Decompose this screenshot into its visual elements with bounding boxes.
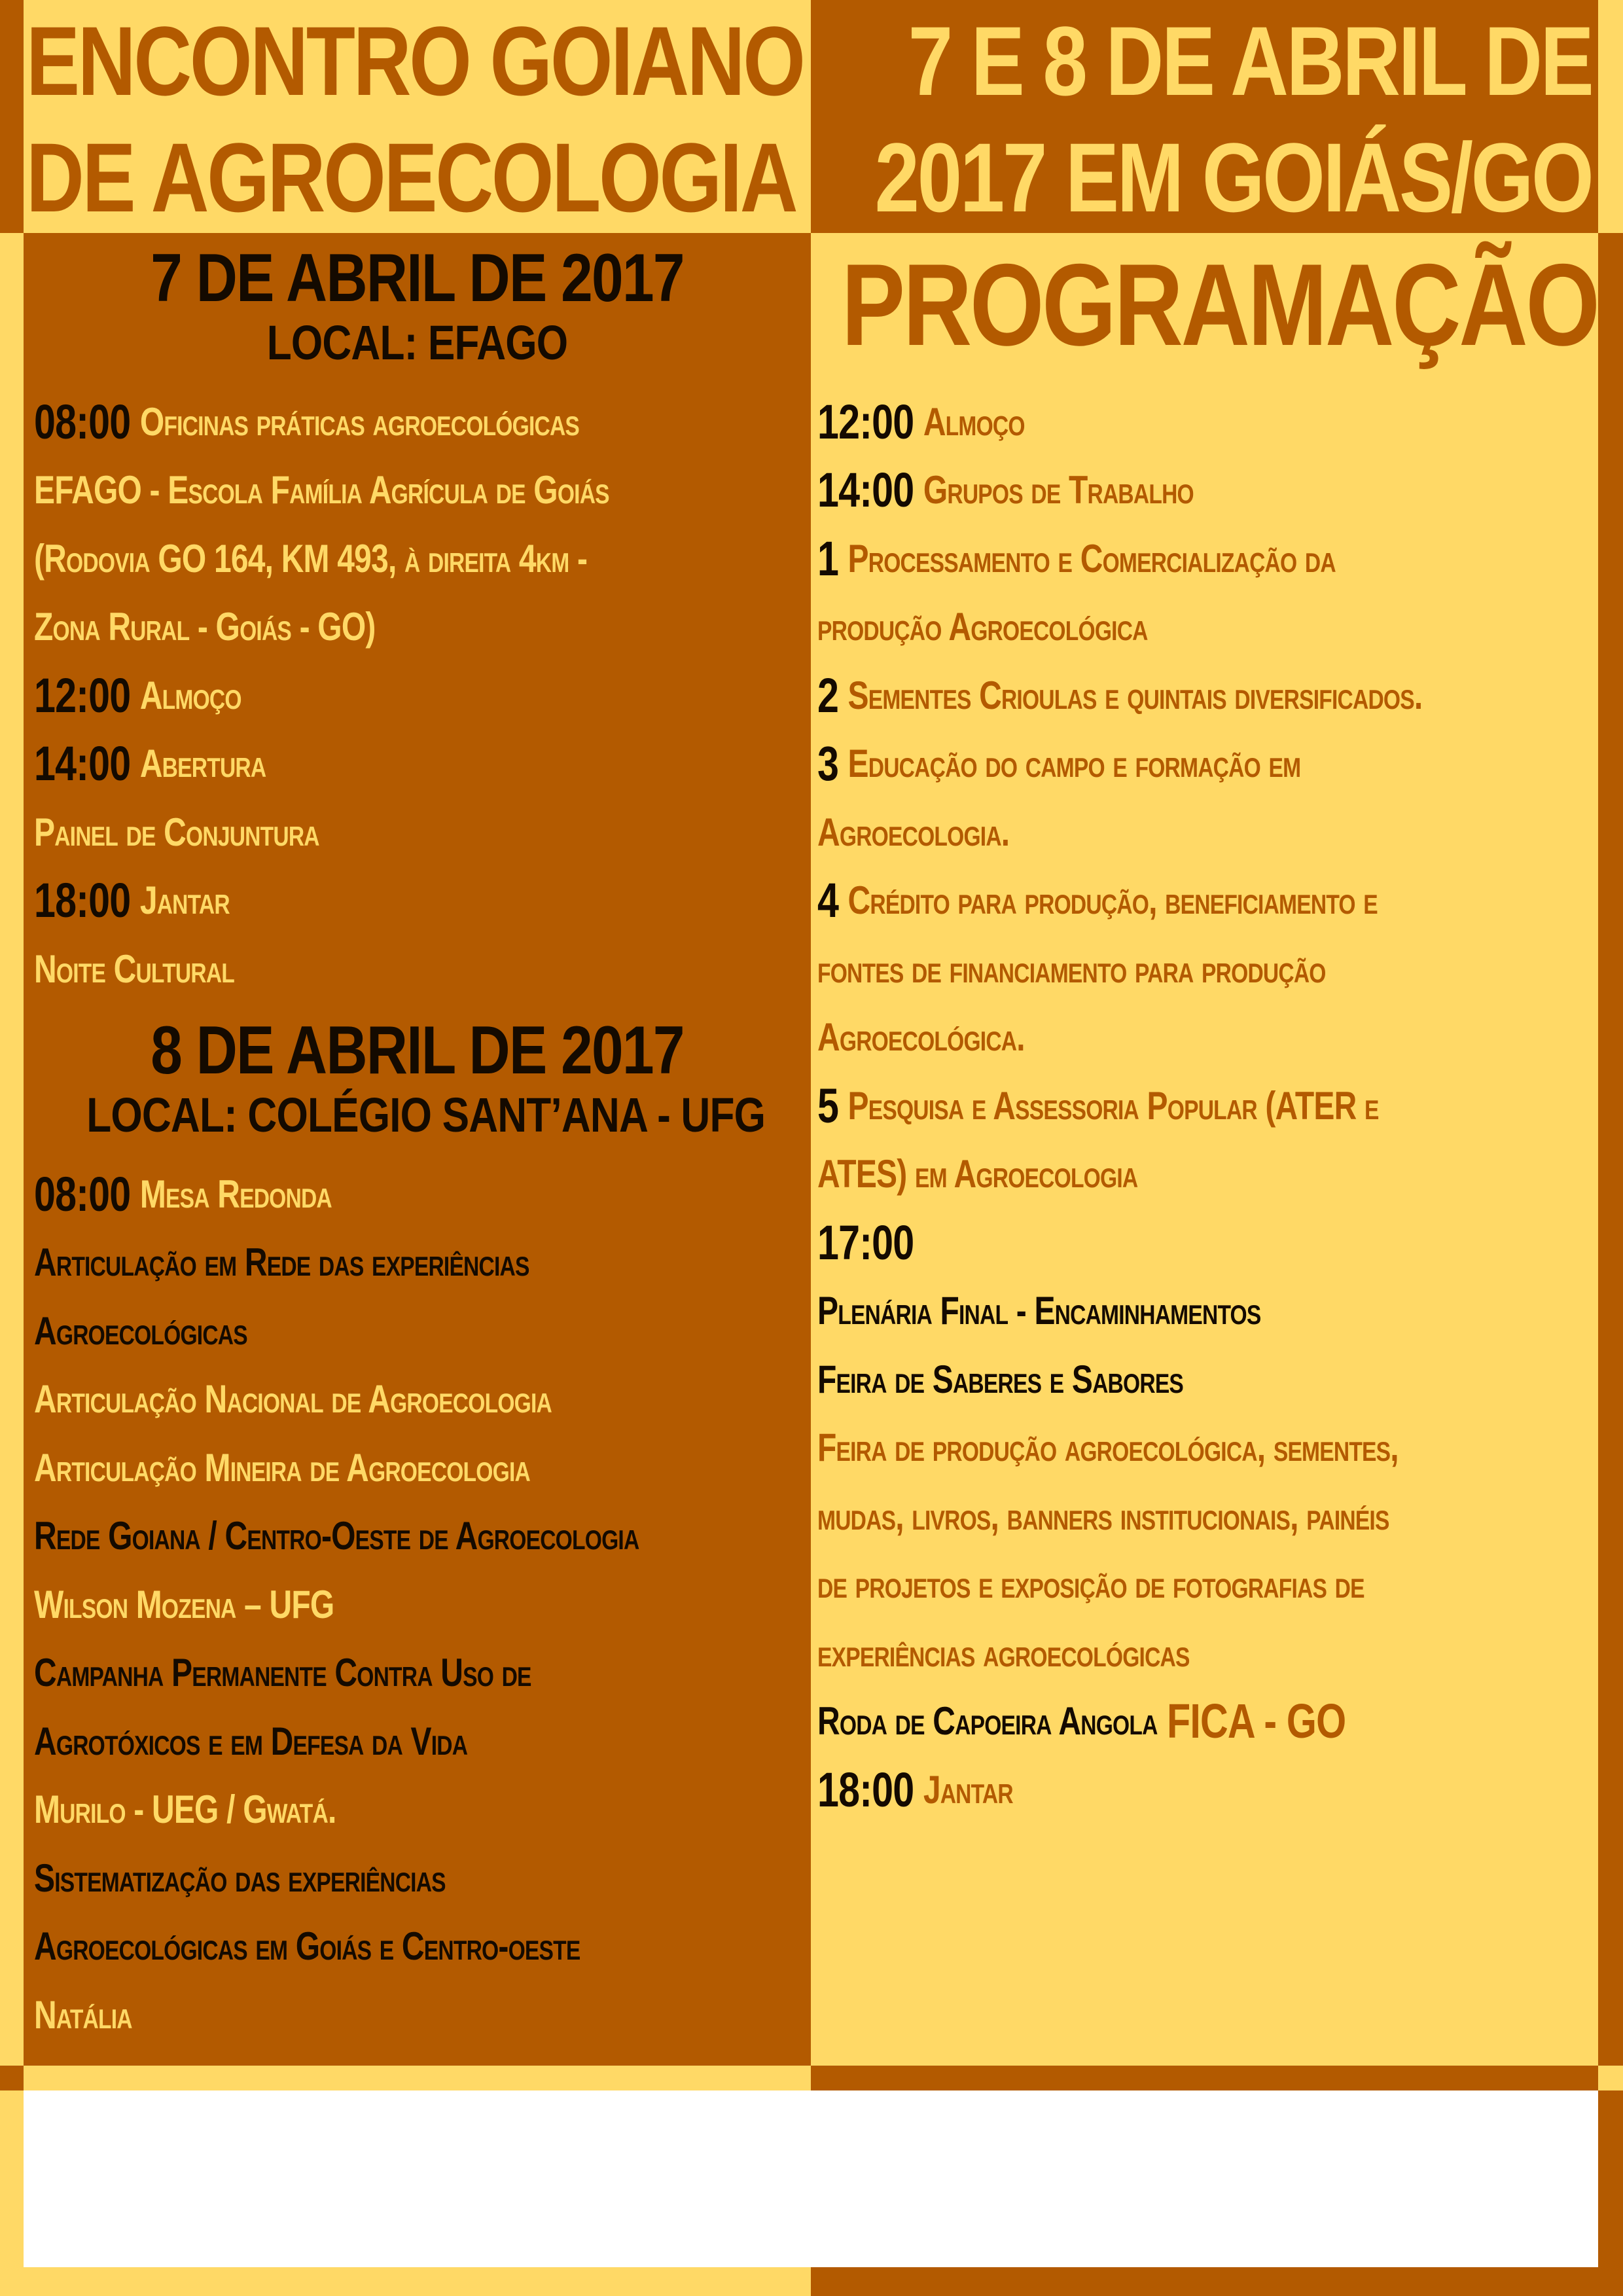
schedule-text: experiências agroecológicas — [817, 1630, 1190, 1675]
right-schedule — [817, 387, 1598, 1824]
schedule-text-extra: FICA - GO — [1166, 1694, 1346, 1749]
schedule-line — [817, 1071, 1442, 1140]
schedule-number: 3 — [817, 736, 839, 791]
schedule-text: Agroecológica. — [817, 1015, 1025, 1060]
schedule-text: Plenária Final - Encaminhamentos — [817, 1289, 1261, 1333]
schedule-text: Processamento e Comercialização da — [847, 536, 1336, 581]
schedule-text: Zona Rural - Goiás - GO) — [34, 605, 376, 649]
frame-bottom — [0, 2267, 811, 2296]
schedule-text: Articulação Nacional de Agroecologia — [34, 1377, 552, 1422]
schedule-line — [34, 1365, 656, 1434]
schedule-line — [34, 1160, 656, 1229]
schedule-line — [34, 524, 656, 593]
schedule-line — [34, 1570, 656, 1639]
schedule-text: Campanha Permanente Contra Uso de — [34, 1651, 531, 1695]
schedule-text: Oficinas práticas agroecológicas — [139, 399, 580, 444]
frame-strip — [1598, 2066, 1623, 2090]
schedule-line — [817, 387, 1442, 456]
schedule-line — [817, 1755, 1442, 1824]
frame-strip — [0, 2066, 24, 2090]
schedule-line — [34, 387, 656, 456]
schedule-text: Sistematização das experiências — [34, 1856, 446, 1900]
schedule-line — [817, 1345, 1442, 1414]
schedule-text: Agrotóxicos e em Defesa da Vida — [34, 1719, 468, 1763]
schedule-text: Articulação Mineira de Agroecologia — [34, 1445, 530, 1490]
schedule-time: 14:00 — [817, 463, 914, 518]
schedule-text: Painel de Conjuntura — [34, 810, 319, 854]
schedule-text: EFAGO - Escola Família Agrícula de Goiás — [34, 468, 609, 512]
schedule-text: Agroecologia. — [817, 810, 1010, 854]
schedule-time: 18:00 — [34, 873, 131, 928]
schedule-text: Agroecológicas em Goiás e Centro-oeste — [34, 1924, 580, 1969]
schedule-line — [817, 935, 1442, 1003]
schedule-line — [817, 730, 1442, 798]
schedule-text: Jantar — [923, 1767, 1013, 1812]
schedule-line — [34, 1844, 656, 1912]
schedule-line — [817, 1482, 1442, 1551]
schedule-line — [817, 867, 1442, 935]
schedule-text: Almoço — [923, 399, 1025, 444]
schedule-text: Rede Goiana / Centro-Oeste de Agroecologia — [34, 1514, 639, 1558]
schedule-text: Educação do campo e formação em — [847, 742, 1301, 786]
schedule-text: Natália — [34, 1992, 132, 2037]
schedule-time: 18:00 — [817, 1762, 914, 1817]
event-title — [26, 3, 804, 236]
schedule-time: 08:00 — [34, 1166, 131, 1221]
schedule-line — [34, 730, 656, 798]
schedule-line — [817, 1208, 1442, 1277]
frame-side — [0, 2090, 24, 2267]
schedule-text: Jantar — [139, 878, 230, 923]
schedule-line — [817, 1414, 1442, 1482]
schedule-text: Sementes Crioulas e quintais diversificados. — [847, 673, 1423, 717]
schedule-line — [817, 456, 1442, 525]
schedule-number: 2 — [817, 668, 839, 723]
schedule-text: fontes de financiamento para produção — [817, 946, 1326, 991]
day2-date: 8 DE ABRIL DE 2017 — [151, 1013, 684, 1088]
schedule-text: Articulação em Rede das experiências — [34, 1240, 529, 1285]
day1-date: 7 DE ABRIL DE 2017 — [151, 240, 684, 316]
schedule-text: produção Agroecológica — [817, 605, 1148, 649]
schedule-line — [817, 1140, 1442, 1209]
footer-blank-area — [24, 2090, 1598, 2267]
left-column — [24, 233, 811, 2066]
schedule-line — [34, 867, 656, 935]
schedule-line — [34, 1707, 656, 1776]
schedule-number: 5 — [817, 1078, 839, 1133]
schedule-line — [34, 593, 656, 662]
frame-bottom — [811, 2267, 1623, 2296]
schedule-text: Murilo - UEG / Gwatá. — [34, 1787, 336, 1832]
schedule-text: ATES) em Agroecologia — [817, 1152, 1138, 1196]
schedule-line — [34, 1502, 656, 1571]
schedule-text: (Rodovia GO 164, KM 493, à direita 4km - — [34, 536, 588, 581]
event-dates-line1: 7 E 8 DE ABRIL DE — [908, 6, 1592, 116]
schedule-line — [34, 456, 656, 525]
schedule-number: 4 — [817, 873, 839, 928]
schedule-text: Mesa Redonda — [139, 1172, 332, 1216]
frame-corner — [1598, 0, 1623, 233]
schedule-line — [34, 1297, 656, 1365]
day2-schedule — [34, 1160, 811, 2049]
schedule-line — [817, 593, 1442, 662]
frame-side — [0, 233, 24, 2066]
schedule-text: Crédito para produção, beneficiamento e — [847, 878, 1378, 923]
schedule-text: Almoço — [139, 673, 241, 717]
schedule-line — [817, 1551, 1442, 1619]
event-dates — [874, 3, 1592, 236]
header-left-panel — [24, 0, 811, 233]
header-right-panel — [811, 0, 1598, 233]
schedule-line — [34, 661, 656, 730]
schedule-text: Feira de produção agroecológica, sementes, — [817, 1426, 1399, 1470]
schedule-line — [817, 524, 1442, 593]
schedule-number: 1 — [817, 531, 839, 586]
schedule-line — [817, 1003, 1442, 1072]
schedule-text: Pesquisa e Assessoria Popular (ATER e — [847, 1083, 1379, 1128]
day2-place: LOCAL: COLÉGIO SANT’ANA - UFG — [86, 1088, 766, 1142]
frame-corner — [0, 0, 24, 233]
frame-strip — [811, 2066, 1598, 2090]
frame-side — [1598, 233, 1623, 2066]
schedule-time: 12:00 — [817, 394, 914, 449]
frame-strip — [24, 2066, 811, 2090]
day2-heading — [24, 1014, 811, 1144]
schedule-time: 12:00 — [34, 668, 131, 723]
schedule-text: Noite Cultural — [34, 946, 235, 991]
schedule-line — [817, 798, 1442, 867]
schedule-line — [817, 1619, 1442, 1687]
schedule-line — [34, 1639, 656, 1708]
frame-side — [1598, 2090, 1623, 2267]
schedule-line — [34, 1981, 656, 2049]
schedule-text: Roda de Capoeira Angola — [817, 1699, 1158, 1744]
schedule-time: 08:00 — [34, 394, 131, 449]
schedule-time: 14:00 — [34, 736, 131, 791]
schedule-text: mudas, livros, banners institucionais, painéis — [817, 1494, 1389, 1538]
schedule-line — [34, 935, 656, 1003]
schedule-time: 17:00 — [817, 1215, 914, 1270]
day1-schedule — [34, 387, 811, 1003]
program-heading: PROGRAMAÇÃO — [842, 240, 1598, 370]
schedule-line — [34, 1776, 656, 1844]
schedule-text: Agroecológicas — [34, 1308, 247, 1353]
schedule-text: Abertura — [139, 742, 266, 786]
schedule-line — [34, 1229, 656, 1297]
schedule-text: Feira de Saberes e Sabores — [817, 1357, 1184, 1401]
schedule-line — [817, 1687, 1442, 1756]
event-title-line2: DE AGROECOLOGIA — [26, 122, 796, 232]
schedule-text: Grupos de Trabalho — [923, 468, 1194, 512]
schedule-text: Wilson Mozena – UFG — [34, 1582, 334, 1626]
event-title-line1: ENCONTRO GOIANO — [26, 6, 804, 116]
day1-heading — [24, 242, 811, 372]
schedule-text: de projetos e exposição de fotografias de — [817, 1562, 1364, 1607]
event-dates-line2: 2017 EM GOIÁS/GO — [874, 122, 1592, 232]
schedule-line — [817, 1277, 1442, 1346]
schedule-line — [34, 1433, 656, 1502]
schedule-line — [34, 798, 656, 867]
schedule-line — [817, 661, 1442, 730]
right-column — [811, 233, 1598, 2066]
day1-place: LOCAL: EFAGO — [266, 315, 568, 370]
schedule-line — [34, 1912, 656, 1981]
